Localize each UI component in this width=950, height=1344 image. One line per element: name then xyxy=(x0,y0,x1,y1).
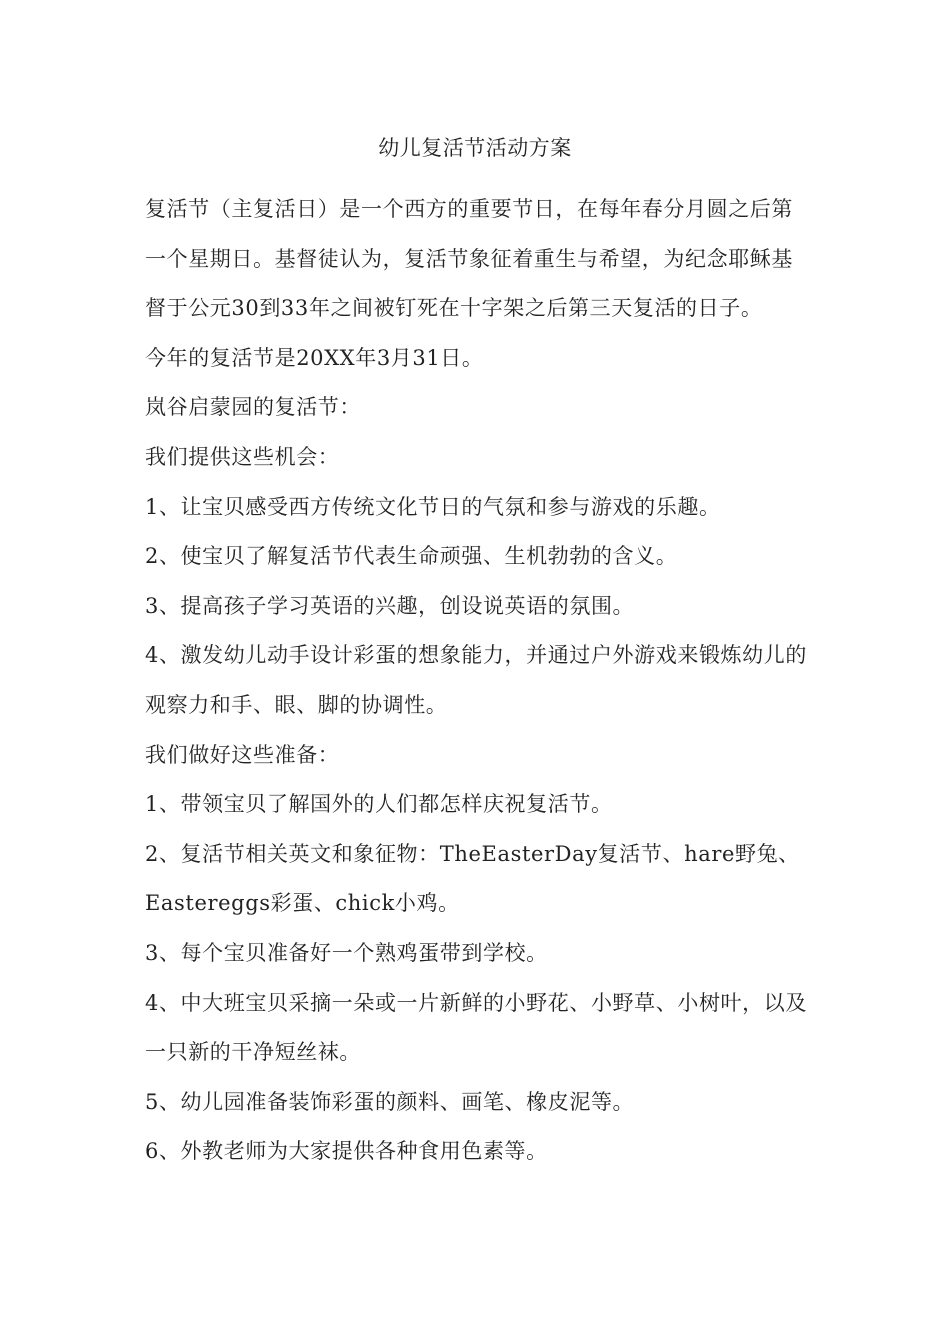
paragraph-heading-opportunities: 我们提供这些机会： xyxy=(145,444,340,469)
list-item: 6、外教老师为大家提供各种食用色素等。 xyxy=(145,1139,548,1164)
list-item: 2、复活节相关英文和象征物：TheEasterDay复活节、hare野兔、Eastereggs彩蛋、chick小鸡。 xyxy=(145,841,800,916)
paragraph-heading-kindergarten: 岚谷启蒙园的复活节： xyxy=(145,395,361,420)
document-title: 幼儿复活节活动方案 xyxy=(378,136,572,160)
document-body xyxy=(145,185,810,1177)
list-item: 2、使宝贝了解复活节代表生命顽强、生机勃勃的含义。 xyxy=(145,544,678,569)
list-item: 3、提高孩子学习英语的兴趣，创设说英语的氛围。 xyxy=(145,593,635,618)
paragraph-date: 今年的复活节是20XX年3月31日。 xyxy=(145,345,484,370)
list-item: 4、激发幼儿动手设计彩蛋的想象能力，并通过户外游戏来锻炼幼儿的观察力和手、眼、脚的协调性。 xyxy=(145,643,807,717)
paragraph-intro: 复活节（主复活日）是一个西方的重要节日，在每年春分月圆之后第一个星期日。基督徒认为，复活节象征着重生与希望，为纪念耶稣基督于公元30到33年之间被钉死在十字架之后第三天复活的日子。 xyxy=(145,197,793,321)
list-item: 1、让宝贝感受西方传统文化节日的气氛和参与游戏的乐趣。 xyxy=(145,494,721,519)
paragraph-heading-preparations: 我们做好这些准备： xyxy=(145,742,340,767)
list-item: 4、中大班宝贝采摘一朵或一片新鲜的小野花、小野草、小树叶，以及一只新的干净短丝袜。 xyxy=(145,990,807,1065)
list-item: 5、幼儿园准备装饰彩蛋的颜料、画笔、橡皮泥等。 xyxy=(145,1089,635,1114)
list-item: 1、带领宝贝了解国外的人们都怎样庆祝复活节。 xyxy=(145,792,613,817)
list-item: 3、每个宝贝准备好一个熟鸡蛋带到学校。 xyxy=(145,940,548,965)
